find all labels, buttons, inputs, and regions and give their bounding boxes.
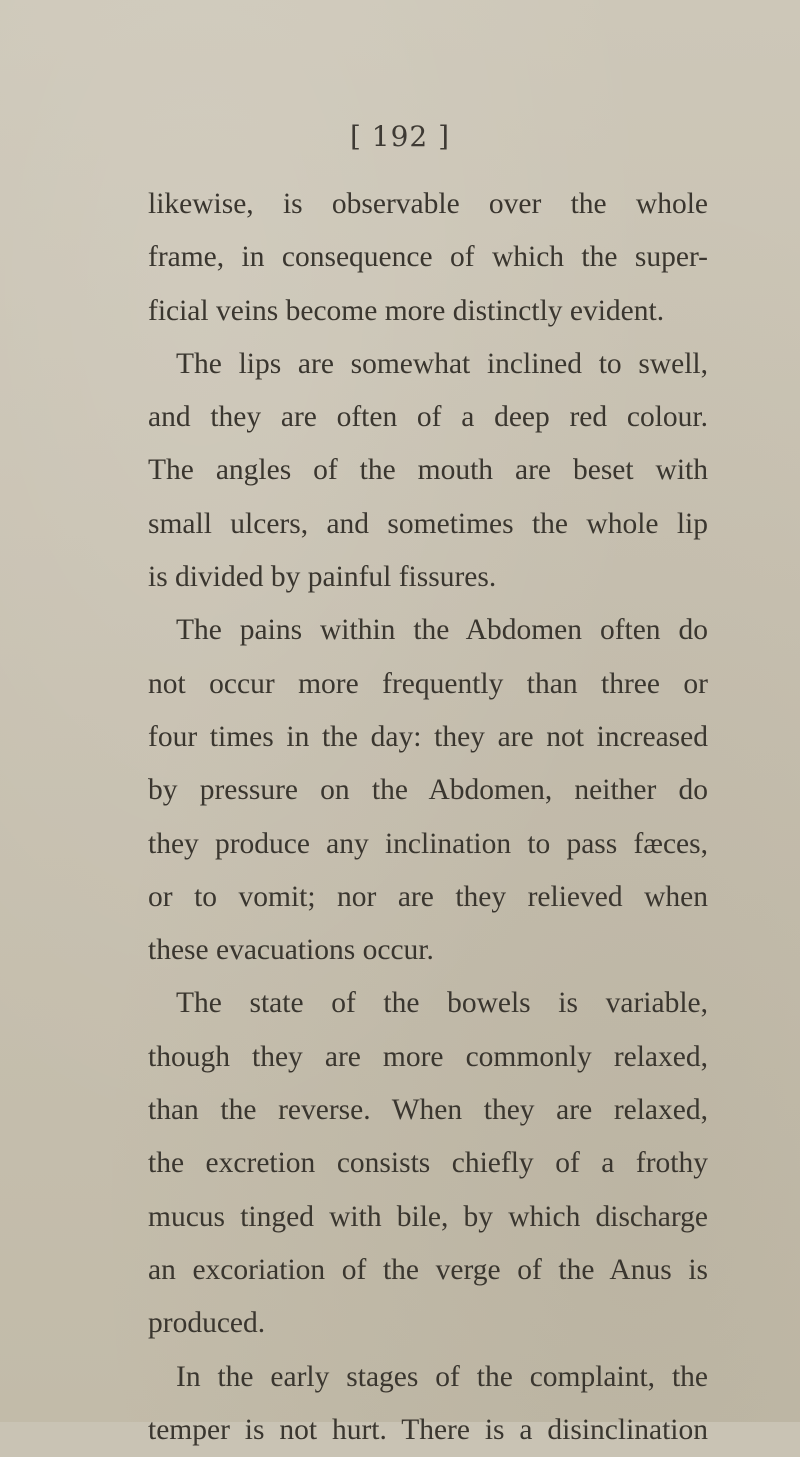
text-line: In the early stages of the complaint, the (176, 1360, 708, 1393)
text-line: The lips are somewhat inclined to swell, (176, 347, 708, 380)
text-line: mucus tinged with bile, by which discharge (148, 1200, 708, 1233)
text-line: produced. (148, 1307, 266, 1340)
text-line: these evacuations occur. (148, 934, 434, 967)
text-line: than the reverse. When they are relaxed, (148, 1094, 708, 1127)
page-number: [ 192 ] (349, 120, 451, 153)
text-line: four times in the day: they are not increased (148, 720, 708, 753)
text-line: they produce any inclination to pass fæces, (148, 827, 708, 860)
text-line: an excoriation of the verge of the Anus is (148, 1253, 708, 1286)
text-line: or to vomit; nor are they relieved when (148, 880, 708, 913)
text-line: and they are often of a deep red colour. (148, 401, 708, 434)
text-line: The pains within the Abdomen often do (176, 614, 708, 647)
text-line: the excretion consists chiefly of a frothy (148, 1147, 708, 1180)
text-line: The angles of the mouth are beset with (148, 454, 708, 487)
text-line: likewise, is observable over the whole (148, 188, 708, 220)
text-line: frame, in consequence of which the super- (148, 241, 708, 274)
text-line: small ulcers, and sometimes the whole lip (148, 507, 708, 540)
text-line: not occur more frequently than three or (148, 667, 708, 700)
text-line: The state of the bowels is variable, (176, 987, 708, 1020)
body-text (148, 178, 708, 1457)
text-line: by pressure on the Abdomen, neither do (148, 774, 708, 807)
text-line: though they are more commonly relaxed, (148, 1040, 708, 1073)
text-line: ficial veins become more distinctly evident. (148, 294, 665, 327)
text-line: temper is not hurt. There is a disinclination (148, 1413, 708, 1446)
text-line: is divided by painful fissures. (148, 561, 497, 594)
